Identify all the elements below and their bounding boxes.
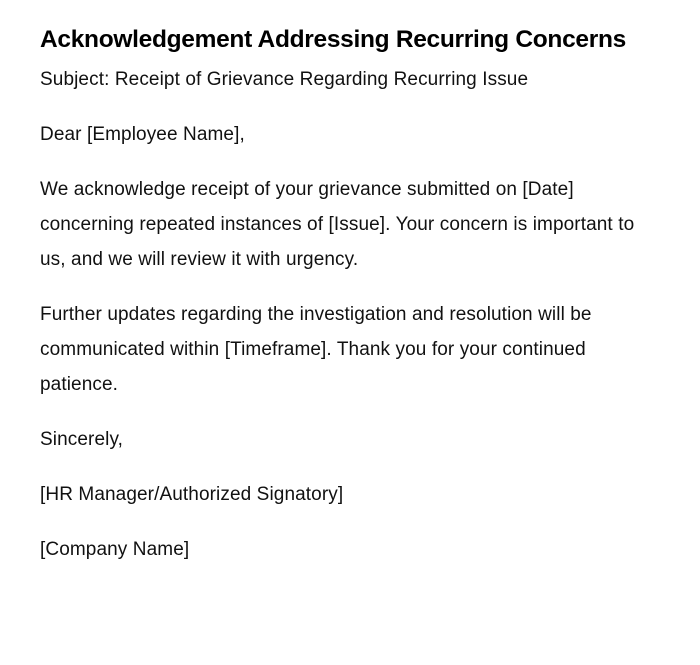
signatory: [HR Manager/Authorized Signatory]	[40, 484, 344, 505]
subject-line: Subject: Receipt of Grievance Regarding Recurring Issue	[40, 69, 529, 90]
salutation: Dear [Employee Name],	[40, 124, 245, 145]
document-title: Acknowledgement Addressing Recurring Concerns	[40, 26, 626, 53]
document-page	[40, 18, 645, 567]
closing: Sincerely,	[40, 429, 124, 450]
body-paragraph-2: Further updates regarding the investigation and resolution will be communicated within [Timeframe]. Thank you for your continued patience.	[40, 304, 592, 395]
company-name: [Company Name]	[40, 539, 190, 560]
body-paragraph-1: We acknowledge receipt of your grievance submitted on [Date] concerning repeated instances of [Issue]. Your concern is important to us, and we will review it with urgency.	[40, 179, 635, 270]
